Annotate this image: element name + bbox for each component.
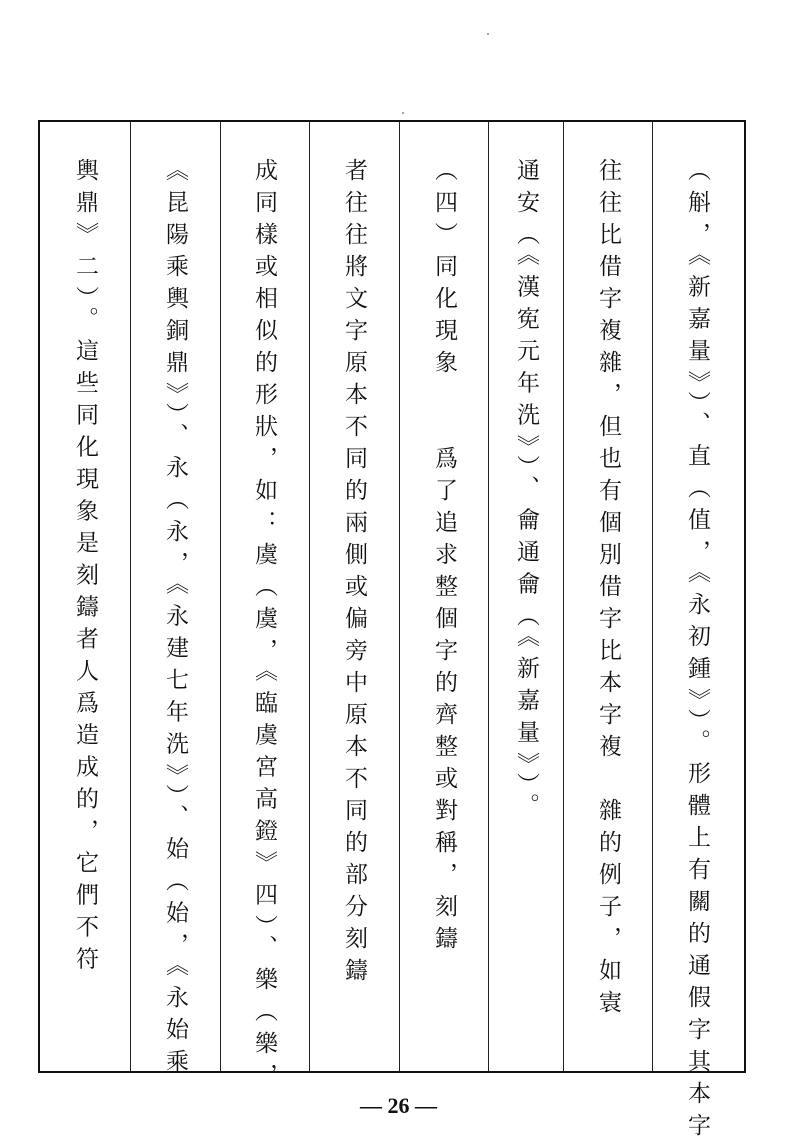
- text-column-2: 往往比借字複雜，但也有個別借字比本字複 雜的例子，如㝨: [595, 158, 621, 1022]
- scan-speck: [487, 33, 489, 35]
- column-divider: [220, 122, 221, 1071]
- column-divider: [309, 122, 310, 1071]
- text-column-8: 輿鼎》二）。這些同化現象是刻鑄者人爲造成的，它們不符: [72, 158, 98, 979]
- text-column-1: （斛，《新嘉量》）、直（值，《永初鍾》）。形體上有關的通假字其本字: [684, 158, 710, 1145]
- text-column-6: 成同樣或相似的形狀，如：虞（虞，《臨虞宮高鐙》四）、樂（樂，: [251, 158, 277, 1095]
- column-divider: [488, 122, 489, 1071]
- column-divider: [652, 122, 653, 1071]
- column-divider: [563, 122, 564, 1071]
- text-column-7: 《昆陽乘輿銅鼎》）、永（永，《永建七年洗》）、始（始，《永始乘: [162, 158, 188, 1081]
- column-divider: [399, 122, 400, 1071]
- text-column-3: 通安（《漢𡨚元年洗》）、龠通龠（《新嘉量》）。: [513, 158, 539, 825]
- scan-speck: [402, 112, 404, 114]
- page-number: — 26 —: [360, 1093, 437, 1118]
- column-divider: [130, 122, 131, 1071]
- text-column-4: （四）同化現象 爲了追求整個字的齊整或對稱，刻鑄: [431, 158, 457, 958]
- text-column-5: 者往往將文字原本不同的兩側或偏旁中原本不同的部分刻鑄: [341, 158, 367, 990]
